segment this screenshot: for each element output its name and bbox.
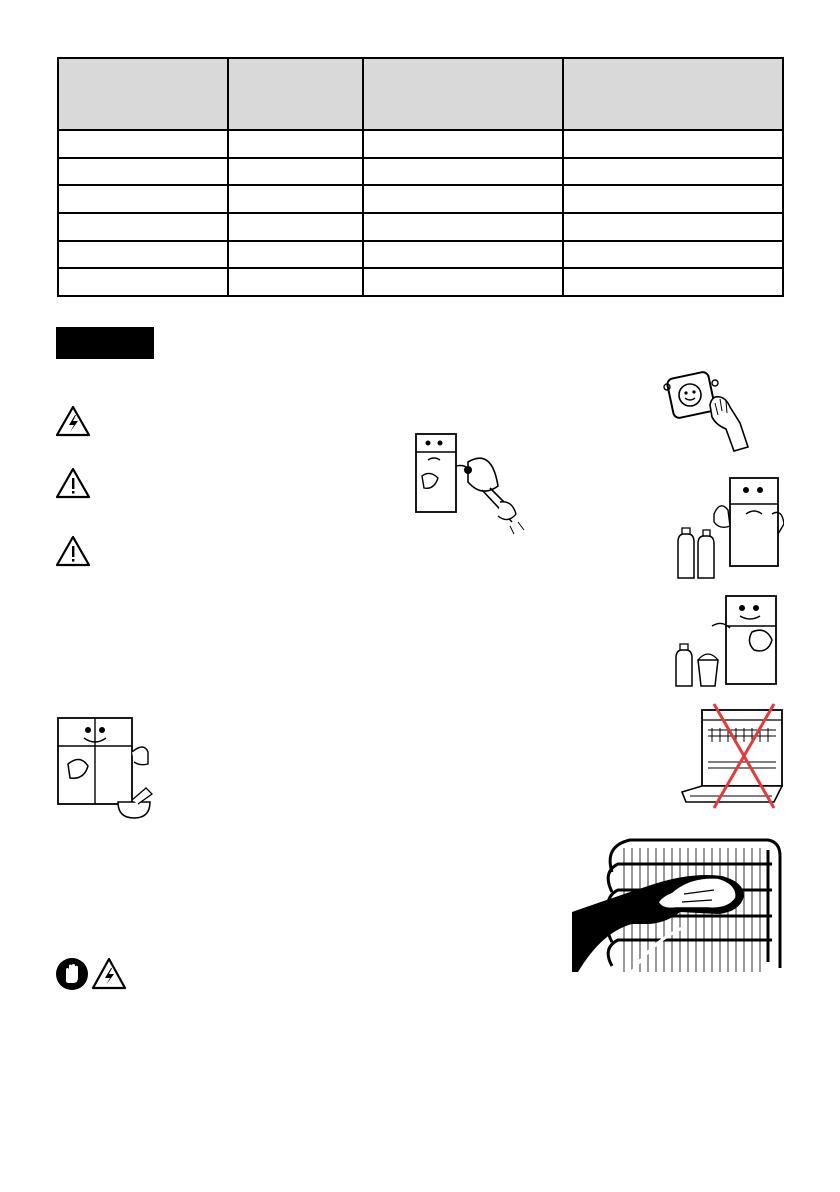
warning-icon: [55, 535, 91, 567]
table-cell: [363, 185, 563, 213]
table-cell: [363, 213, 563, 241]
table-cell: [563, 268, 783, 296]
no-dishwasher-illustration: [678, 702, 786, 810]
table-cell: [363, 158, 563, 186]
table-header-cell: [363, 58, 563, 130]
table-cell: [563, 213, 783, 241]
table-row: [58, 241, 783, 269]
table-cell: [228, 213, 363, 241]
table-cell: [228, 241, 363, 269]
table-cell: [563, 130, 783, 158]
cut-power-cord-illustration: [412, 430, 542, 535]
table-cell: [58, 158, 228, 186]
table-cell: [228, 158, 363, 186]
table-cell: [563, 185, 783, 213]
vacuum-condenser-illustration: [572, 832, 784, 978]
warning-icon: [55, 467, 91, 499]
table-cell: [58, 185, 228, 213]
table-row: [58, 158, 783, 186]
table-cell: [58, 213, 228, 241]
table-header-cell: [563, 58, 783, 130]
table-row: [58, 213, 783, 241]
clean-with-water-illustration: [668, 592, 784, 690]
divider: [56, 357, 154, 359]
table-header-cell: [58, 58, 228, 130]
no-solvents-illustration: [668, 474, 784, 586]
table-cell: [363, 241, 563, 269]
table-row: [58, 130, 783, 158]
table-cell: [363, 130, 563, 158]
electric-hazard-icon: [91, 957, 127, 991]
cleaning-fridge-illustration: [54, 712, 160, 824]
table-cell: [228, 185, 363, 213]
stop-hand-icon: [55, 957, 89, 991]
data-table: [57, 57, 784, 297]
unplug-socket-illustration: [660, 365, 760, 455]
table-cell: [58, 268, 228, 296]
table-cell: [363, 268, 563, 296]
table-row: [58, 185, 783, 213]
table-header-cell: [228, 58, 363, 130]
section-heading-bar: [56, 327, 154, 357]
table-row: [58, 268, 783, 296]
table-cell: [58, 130, 228, 158]
table-header-row: [58, 58, 783, 130]
electric-hazard-icon: [55, 405, 91, 437]
table-cell: [228, 130, 363, 158]
table-cell: [563, 241, 783, 269]
table-cell: [228, 268, 363, 296]
table-cell: [58, 241, 228, 269]
table-cell: [563, 158, 783, 186]
